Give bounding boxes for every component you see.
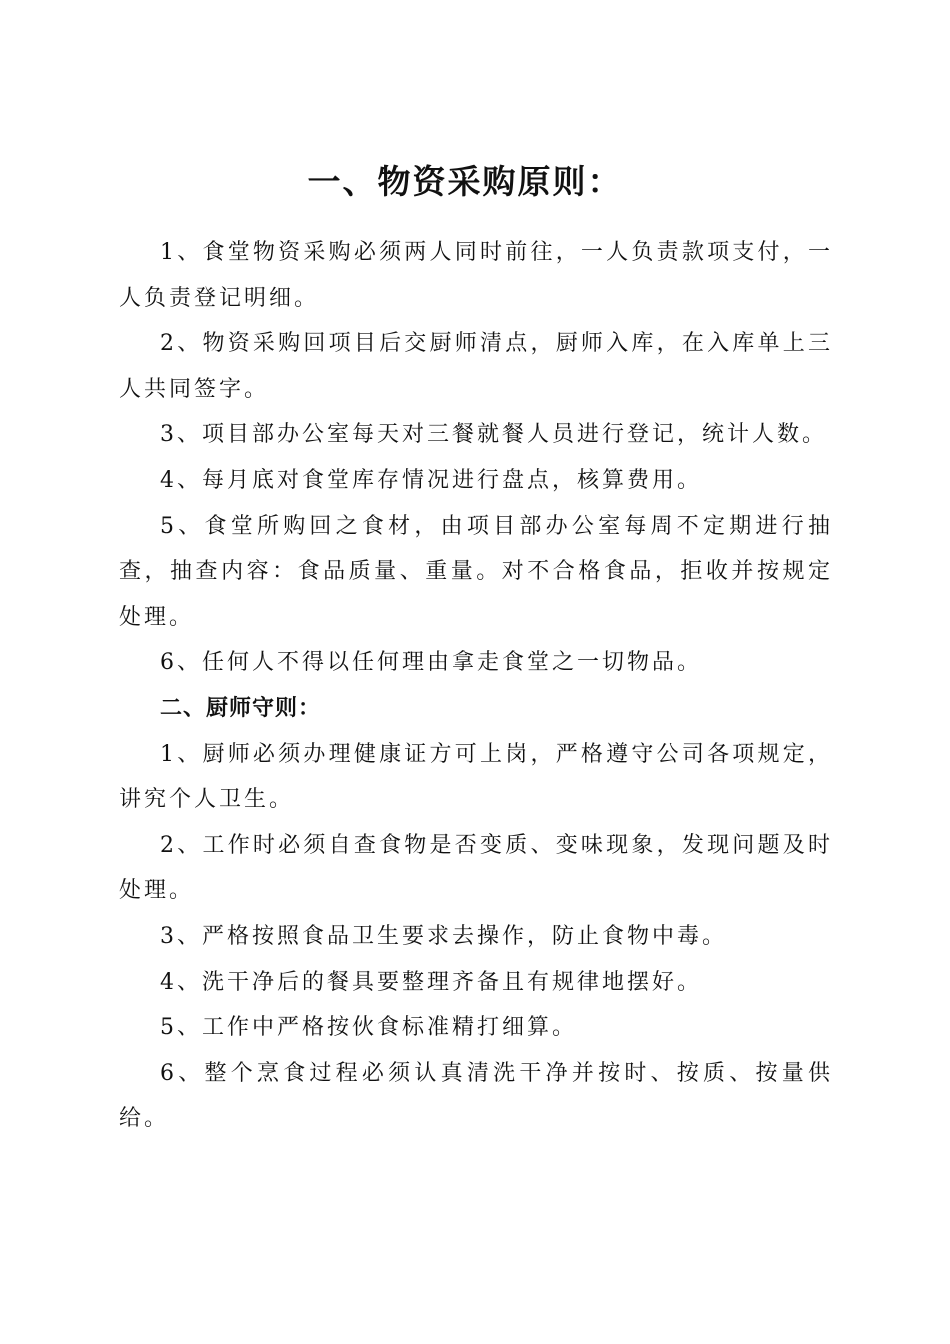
chef-rule-3: 3、严格按照食品卫生要求去操作，防止食物中毒。 [160, 923, 727, 949]
chef-rule-1: 1、厨师必须办理健康证方可上岗，严格遵守公司各项规定，讲究个人卫生。 [119, 741, 833, 813]
purchase-rule-2: 2、物资采购回项目后交厨师清点，厨师入库，在入库单上三人共同签字。 [119, 331, 833, 402]
chef-rule-4: 4、洗干净后的餐具要整理齐备且有规律地摆好。 [160, 969, 702, 995]
document-title: 一、物资采购原则： [307, 162, 623, 202]
purchase-rule-6: 6、任何人不得以任何理由拿走食堂之一切物品。 [160, 650, 702, 676]
purchase-rule-1: 1、食堂物资采购必须两人同时前往，一人负责款项支付，一人负责登记明细。 [119, 240, 833, 311]
document-body [119, 230, 833, 1142]
purchase-rule-3: 3、项目部办公室每天对三餐就餐人员进行登记，统计人数。 [160, 422, 827, 448]
purchase-rule-5: 5、食堂所购回之食材，由项目部办公室每周不定期进行抽查，抽查内容：食品质量、重量。对不合格食品，拒收并按规定处理。 [119, 513, 833, 630]
chef-rule-2: 2、工作时必须自查食物是否变质、变味现象，发现问题及时处理。 [119, 832, 833, 904]
purchase-rule-4: 4、每月底对食堂库存情况进行盘点，核算费用。 [160, 467, 702, 493]
section-heading-chef-rules: 二、厨师守则： [160, 695, 322, 721]
chef-rule-5: 5、工作中严格按伙食标准精打细算。 [160, 1015, 577, 1041]
chef-rule-6: 6、整个烹食过程必须认真清洗干净并按时、按质、按量供给。 [119, 1060, 833, 1132]
